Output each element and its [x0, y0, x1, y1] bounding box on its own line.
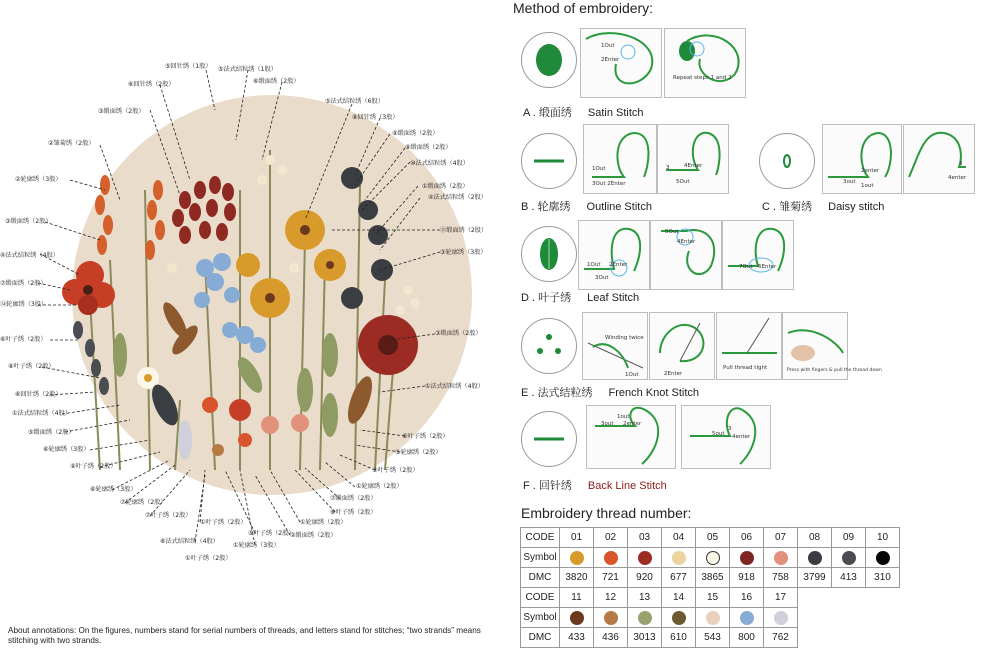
thread-color-swatch [638, 551, 652, 565]
leaf-step-3-image [722, 220, 794, 290]
thread-code: 15 [696, 588, 730, 608]
dmc-row [521, 568, 900, 588]
svg-text:5Out: 5Out [665, 229, 679, 235]
dmc-number: 758 [764, 568, 798, 588]
dmc-number: 310 [866, 568, 900, 588]
symbol-row [521, 608, 900, 628]
dmc-number: 3820 [560, 568, 594, 588]
thread-code: 16 [730, 588, 764, 608]
callout-label: ⑤回针绣（1股） [165, 63, 212, 70]
callout-label: ①缎面绣（2股） [422, 183, 469, 190]
svg-text:2Enter: 2Enter [664, 371, 683, 377]
stitch-label-back-line: F . 回针绣 Back Line Stitch [523, 480, 667, 492]
thread-color-swatch [604, 611, 618, 625]
thread-code: 10 [866, 528, 900, 548]
thread-color-swatch [706, 551, 720, 565]
dmc-number: 918 [730, 568, 764, 588]
dmc-number: 721 [594, 568, 628, 588]
svg-text:2enter: 2enter [861, 168, 880, 174]
thread-color-swatch [808, 551, 822, 565]
french-knot-step-1-image [582, 312, 648, 380]
outline-step-1-image [583, 124, 657, 194]
stitch-label-satin: A . 缎面绣 Satin Stitch [523, 107, 644, 119]
callout-label: ⑥叶子绣（2股） [330, 509, 377, 516]
thread-code: 03 [628, 528, 662, 548]
thread-color-swatch [672, 551, 686, 565]
annotation-note: About annotations: On the figures, numbers stand for serial numbers of threads, and letters stand for stitches; “two strands” means stitching with two strands. [8, 626, 481, 645]
callout-label: ⑥缎面绣（2股） [253, 78, 300, 85]
french-knot-step-3-image [716, 312, 782, 380]
callout-label: ⑤法式结粒绣（6股） [325, 98, 384, 105]
outline-stitch-sample-icon [521, 133, 577, 189]
callout-label: ⑥叶子绣（2股） [402, 433, 449, 440]
stitch-label-outline: B . 轮廓绣 Outline Stitch [521, 201, 652, 213]
thread-heading: Embroidery thread number: [521, 505, 692, 521]
callout-label: ⑥叶子绣（2股） [0, 336, 47, 343]
daisy-step-2-image [903, 124, 975, 194]
callout-label: ②缎面绣（2股） [290, 532, 337, 539]
thread-color-swatch [774, 551, 788, 565]
thread-color-swatch [876, 551, 890, 565]
thread-code: 09 [832, 528, 866, 548]
callout-label: ⑪缎面绣（2股） [440, 227, 488, 234]
thread-color-swatch [774, 611, 788, 625]
svg-text:1Out: 1Out [625, 372, 639, 378]
callout-label: ②轮廓绣（3股） [15, 176, 62, 183]
svg-text:5out: 5out [712, 431, 725, 437]
callout-label: ⑨缎面绣（2股） [392, 130, 439, 137]
callout-label: ④法式结粒绣（4股） [0, 252, 59, 259]
callout-label: ④法式结粒绣（2股） [428, 194, 487, 201]
callout-label: ⑤轮廓绣（2股） [395, 449, 442, 456]
row-label-symbol: Symbol [521, 608, 560, 628]
dmc-number: 3799 [798, 568, 832, 588]
callout-label: ①轮廓绣（3股） [233, 542, 280, 549]
leaf-stitch-sample-icon [521, 226, 577, 282]
callout-label: ⑤叶子绣（2股） [248, 530, 295, 537]
thread-code: 13 [628, 588, 662, 608]
dmc-number: 436 [594, 628, 628, 648]
embroidery-pattern-diagram [0, 0, 500, 620]
callout-label: ①法式结粒绣（4股） [12, 410, 71, 417]
dmc-number: 800 [730, 628, 764, 648]
svg-text:1Out: 1Out [587, 262, 601, 268]
thread-code: 12 [594, 588, 628, 608]
dmc-number: 610 [662, 628, 696, 648]
thread-color-swatch [604, 551, 618, 565]
svg-text:3out: 3out [601, 421, 614, 427]
svg-text:6Enter: 6Enter [758, 264, 777, 270]
callout-label: ⑦轮廓绣（2股） [120, 499, 167, 506]
callout-label: ⑧回针绣（3股） [352, 114, 399, 121]
dmc-number: 762 [764, 628, 798, 648]
callout-label: ⑨叶子绣（2股） [70, 463, 117, 470]
svg-text:4enter: 4enter [732, 434, 751, 440]
dmc-number: 677 [662, 568, 696, 588]
svg-text:1Out: 1Out [601, 43, 615, 49]
dmc-row [521, 628, 900, 648]
svg-text:4Enter: 4Enter [684, 163, 703, 169]
thread-color-swatch [740, 551, 754, 565]
thread-code: 11 [560, 588, 594, 608]
svg-text:3out: 3out [843, 179, 856, 185]
callout-label: ②雏菊绣（2股） [48, 140, 95, 147]
stitch-label-french-knot: E . 法式结粒绣 French Knot Stitch [521, 387, 700, 399]
thread-code: 02 [594, 528, 628, 548]
thread-code: 08 [798, 528, 832, 548]
svg-text:4Enter: 4Enter [677, 239, 696, 245]
svg-text:3: 3 [666, 165, 670, 171]
code-row [521, 588, 900, 608]
dmc-number: 543 [696, 628, 730, 648]
svg-text:1Out: 1Out [592, 166, 606, 172]
svg-text:3: 3 [959, 161, 963, 167]
back-stitch-sample-icon [521, 411, 577, 467]
callout-label: ⑩法式结粒绣（4股） [410, 160, 469, 167]
svg-text:7Out: 7Out [739, 264, 753, 270]
callout-label: ⑥回针绣（2股） [15, 391, 62, 398]
thread-code: 01 [560, 528, 594, 548]
callout-label: ⑦缎面绣（2股） [330, 495, 377, 502]
french-knot-step-4-image [782, 312, 882, 380]
thread-color-swatch [638, 611, 652, 625]
daisy-stitch-sample-icon [759, 133, 815, 189]
back-stitch-step-1-image [586, 405, 676, 469]
svg-text:3Out 2Enter: 3Out 2Enter [592, 181, 626, 187]
callout-label: ①叶子绣（2股） [185, 555, 232, 562]
leaf-step-1-image [578, 220, 650, 290]
callout-label: ⑧叶子绣（2股） [8, 363, 55, 370]
callout-label: ⑥回针绣（2股） [128, 81, 175, 88]
dmc-number: 433 [560, 628, 594, 648]
callout-label: ⑦缎面绣（2股） [0, 280, 47, 287]
thread-code: 14 [662, 588, 696, 608]
row-label-symbol: Symbol [521, 548, 560, 568]
thread-color-swatch [570, 551, 584, 565]
symbol-row [521, 548, 900, 568]
callout-label: ③缎面绣（2股） [435, 330, 482, 337]
callout-label: ③缎面绣（2股） [98, 108, 145, 115]
row-label-code: CODE [521, 528, 560, 548]
thread-color-swatch [672, 611, 686, 625]
svg-text:3: 3 [728, 426, 732, 432]
callout-label: ⑤缎面绣（2股） [28, 429, 75, 436]
callout-label: ⑦叶子绣（2股） [145, 512, 192, 519]
callout-label: ③轮廓绣（3股） [440, 249, 487, 256]
thread-color-swatch [842, 551, 856, 565]
callout-label: ⑥法式结粒绣（4股） [160, 538, 219, 545]
thread-code: 05 [696, 528, 730, 548]
callout-label: ⑥轮廓绣（3股） [90, 486, 137, 493]
code-row [521, 528, 900, 548]
callout-label: ①轮廓绣（2股） [300, 519, 347, 526]
svg-text:2Enter: 2Enter [601, 57, 620, 63]
thread-color-swatch [740, 611, 754, 625]
svg-text:2enter: 2enter [623, 421, 642, 427]
callout-label: ⑨叶子绣（2股） [372, 467, 419, 474]
row-label-dmc: DMC [521, 628, 560, 648]
callout-label: ⑭轮廓绣（3股） [0, 301, 48, 308]
thread-code: 07 [764, 528, 798, 548]
callout-label: ⑧缎面绣（2股） [405, 144, 452, 151]
dmc-number: 3865 [696, 568, 730, 588]
callout-label: ⑤法式结粒绣（1股） [218, 66, 277, 73]
back-stitch-step-2-image [681, 405, 771, 469]
svg-text:1out: 1out [617, 414, 630, 420]
french-knot-sample-icon [521, 318, 577, 374]
dmc-number: 3013 [628, 628, 662, 648]
red-daisy-flower [358, 315, 418, 375]
thread-code: 06 [730, 528, 764, 548]
svg-text:1out: 1out [861, 183, 874, 189]
thread-code: 04 [662, 528, 696, 548]
svg-text:5Out: 5Out [676, 179, 690, 185]
row-label-dmc: DMC [521, 568, 560, 588]
thread-code: 17 [764, 588, 798, 608]
stitch-label-leaf: D . 叶子绣 Leaf Stitch [521, 292, 640, 304]
row-label-code: CODE [521, 588, 560, 608]
method-heading: Method of embroidery: [513, 0, 654, 16]
svg-text:Press with fingers & pull the: Press with fingers & pull the thread down [787, 368, 882, 373]
svg-text:Winding twice: Winding twice [605, 335, 644, 341]
thread-code-table [520, 527, 900, 648]
dmc-number: 920 [628, 568, 662, 588]
svg-text:Repeat steps 1 and 2: Repeat steps 1 and 2 [673, 75, 732, 81]
daisy-step-1-image [822, 124, 902, 194]
callout-label: ①叶子绣（2股） [200, 519, 247, 526]
dmc-number: 413 [832, 568, 866, 588]
satin-step-2-image [664, 28, 746, 98]
thread-color-swatch [706, 611, 720, 625]
svg-text:4enter: 4enter [948, 175, 967, 181]
satin-step-1-image [580, 28, 662, 98]
outline-step-2-image [657, 124, 729, 194]
callout-label: ①轮廓绣（2股） [356, 483, 403, 490]
svg-text:Pull thread tight: Pull thread tight [723, 365, 768, 371]
svg-text:2Enter: 2Enter [609, 262, 628, 268]
thread-color-swatch [570, 611, 584, 625]
french-knot-step-2-image [649, 312, 715, 380]
callout-label: ③缎面绣（2股） [5, 218, 52, 225]
svg-text:3Out: 3Out [595, 275, 609, 281]
callout-label: ①法式结粒绣（4股） [425, 383, 484, 390]
callout-label: ⑥轮廓绣（3股） [43, 446, 90, 453]
satin-stitch-sample-icon [521, 32, 577, 88]
leaf-step-2-image [650, 220, 722, 290]
stitch-label-daisy: C . 雏菊绣 Daisy stitch [762, 201, 885, 213]
